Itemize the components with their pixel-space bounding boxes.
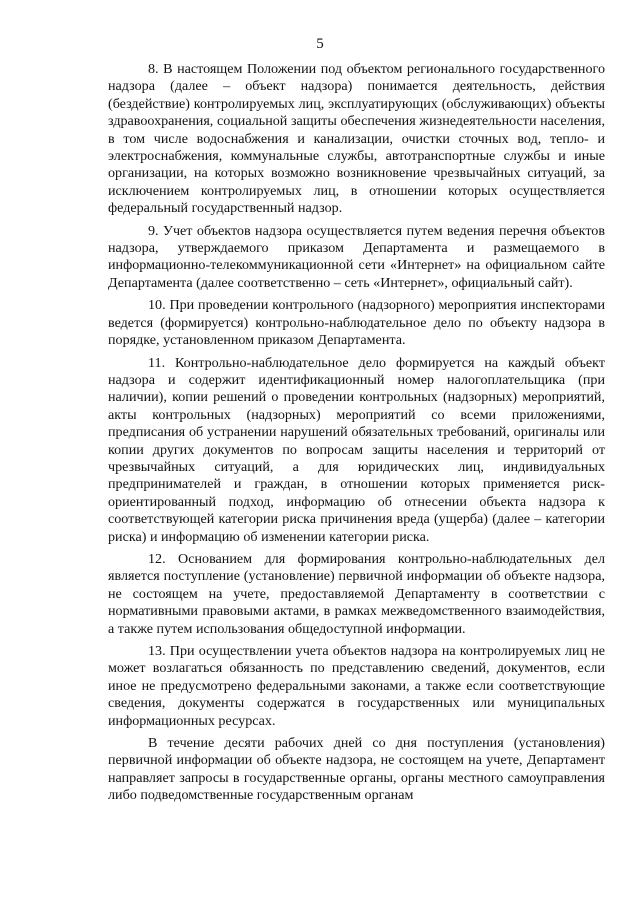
paragraph-13-continuation: В течение десяти рабочих дней со дня поступления (установления) первичной информации об объекте надзора, не состоящем на учете, Департамент направляет запросы в государственные органы, органы местного самоуправления либо подведомственные государственным органам bbox=[108, 735, 605, 804]
page-number: 5 bbox=[316, 36, 324, 52]
paragraph-9: 9. Учет объектов надзора осуществляется путем ведения перечня объектов надзора, утверждаемого приказом Департамента и размещаемого в информационно-телекоммуникационной сети «Интернет» на официальном сайте Департамента (далее соответственно – сеть «Интернет», официальный сайт). bbox=[108, 222, 605, 291]
document-body bbox=[108, 61, 605, 805]
paragraph-13: 13. При осуществлении учета объектов надзора на контролируемых лиц не может возлагаться обязанность по представлению сведений, документов, если иное не предусмотрено федеральными законами, а также если соответствующие сведения, документы содержатся в государственных или муниципальных информационных ресурсах. bbox=[108, 643, 605, 729]
paragraph-12: 12. Основанием для формирования контрольно-наблюдательных дел является поступление (установление) первичной информации об объекте надзора, не состоящем на учете, предоставляемой Департаменту в соответствии с нормативными правовыми актами, в рамках межведомственного взаимодействия, а также путем использования общедоступной информации. bbox=[108, 550, 605, 637]
paragraph-11: 11. Контрольно-наблюдательное дело формируется на каждый объект надзора и содержит идентификационный номер налогоплательщика (при наличии), копии решений о проведении контрольных (надзорных) мероприятий, акты контрольных (надзорных) мероприятий со всеми приложениями, предписания об устранении нарушений обязательных требований, оригиналы или копии других документов по вопросам защиты населения и территорий от чрезвычайных ситуаций, а для юридических лиц, индивидуальных предпринимателей и граждан, в отношении которых применяется риск-ориентированный подход, информацию об отнесении объекта надзора к соответствующей категории риска причинения вреда (ущерба) (далее – категории риска) и информацию об изменении категории риска. bbox=[108, 354, 605, 545]
paragraph-10: 10. При проведении контрольного (надзорного) мероприятия инспекторами ведется (формируется) контрольно-наблюдательное дело по объекту надзора в порядке, установленном приказом Департамента. bbox=[108, 297, 605, 349]
paragraph-8: 8. В настоящем Положении под объектом регионального государственного надзора (далее – объект надзора) понимается деятельность, действия (бездействие) контролируемых лиц, эксплуатирующих (обслуживающих) объекты здравоохранения, социальной защиты обеспечения жизнедеятельности населения, в том числе водоснабжения и канализации, очистки сточных вод, тепло- и электроснабжения, коммунальные службы, автотранспортные службы и иные организации, на которых возможно возникновение чрезвычайных ситуаций, за исключением контролируемых лиц, в отношении которых осуществляется федеральный государственный надзор. bbox=[108, 61, 605, 217]
